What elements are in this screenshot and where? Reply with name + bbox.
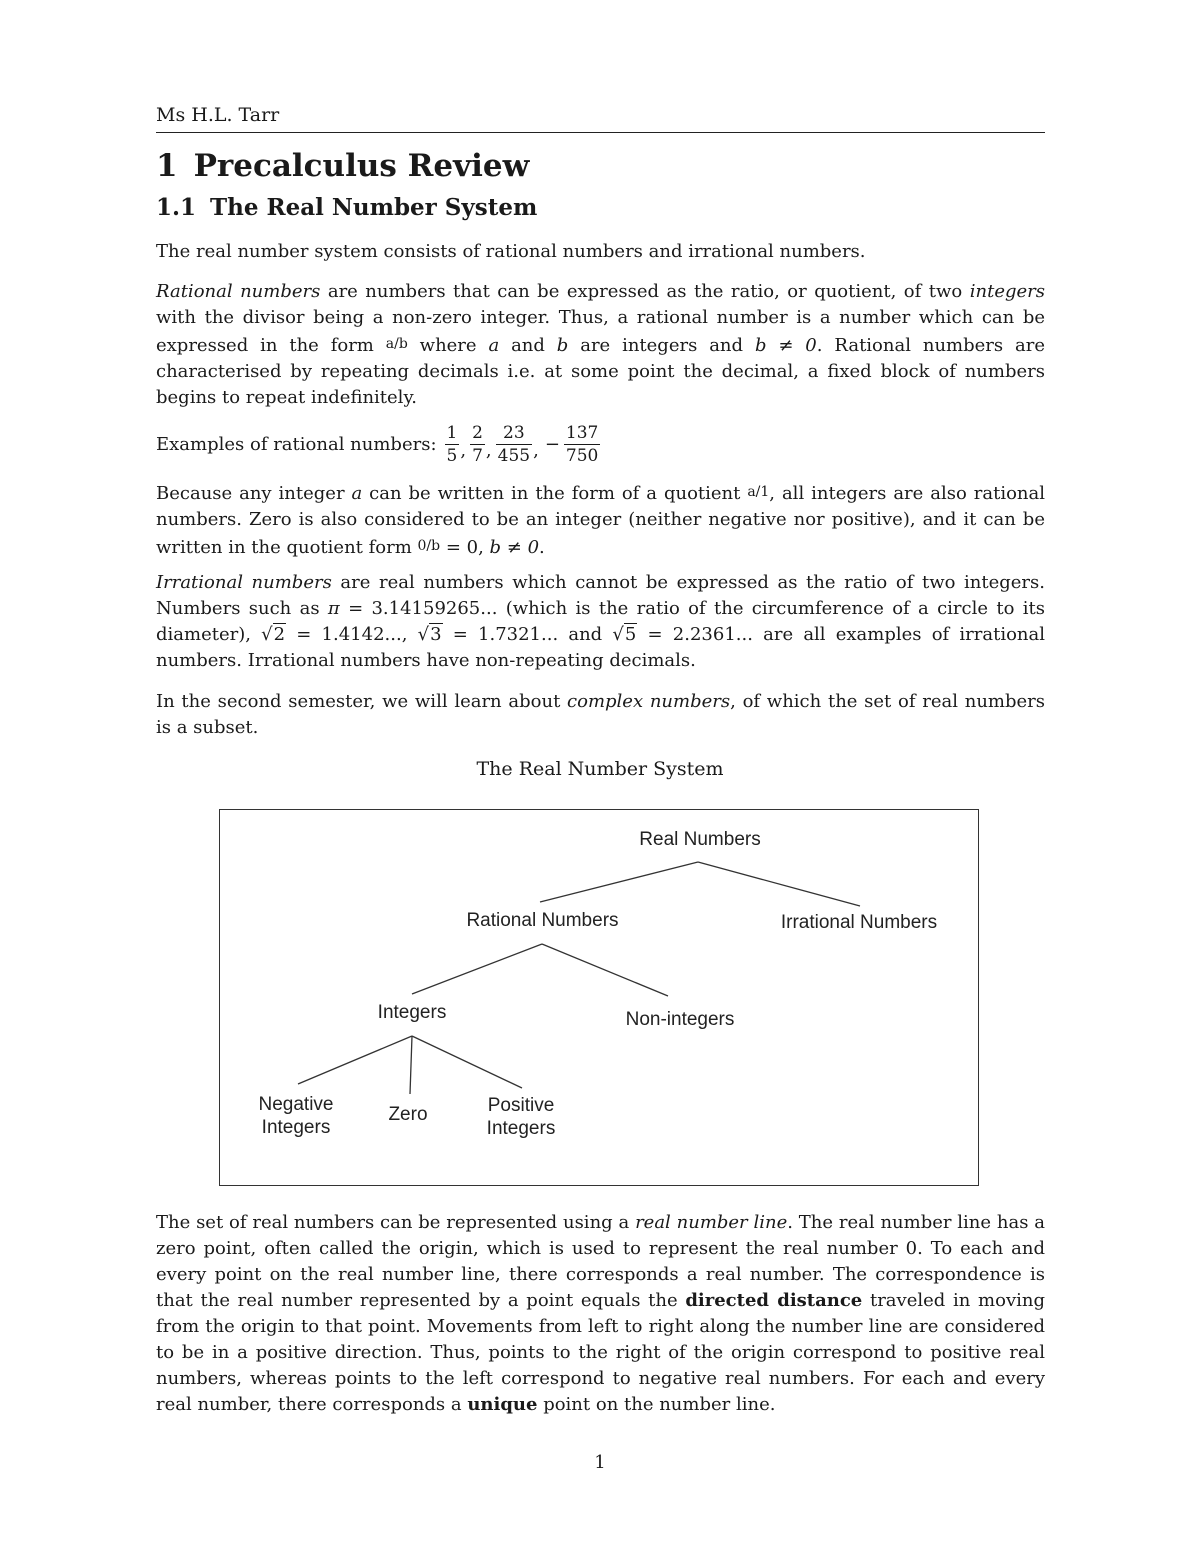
node-label-line: Integers — [261, 1117, 331, 1138]
connector-rational-noninteger — [542, 944, 668, 996]
section-number: 1 — [156, 148, 178, 184]
complex-term: complex numbers — [567, 691, 731, 712]
integer-paragraph — [156, 479, 1045, 561]
text-span: , all integers are also rational numbers. Zero is also considered to be an integer (neither negative nor positive), and it can be written in the quotient form — [156, 483, 1045, 558]
root-symbol: √ — [417, 624, 430, 645]
text-span: and — [499, 335, 557, 356]
numerator: 137 — [565, 422, 599, 443]
denominator: 7 — [472, 445, 483, 466]
page-number: 1 — [594, 1452, 606, 1473]
root-symbol: √ — [612, 624, 624, 645]
node-positive-integers — [468, 1094, 574, 1140]
pi-symbol: π — [327, 598, 340, 619]
math-variable: a — [351, 483, 363, 504]
numerator: 2 — [472, 422, 483, 443]
minus-sign: − — [544, 433, 560, 455]
separator: , — [485, 439, 492, 461]
text-span: , of which the set of real numbers is a subset. — [156, 691, 1045, 738]
subsection-number: 1.1 — [156, 194, 197, 221]
math-condition: b ≠ 0 — [489, 537, 540, 558]
separator: , — [460, 439, 467, 461]
page-header — [156, 104, 1045, 133]
text-span: point on the number line. — [537, 1394, 776, 1415]
examples-label: Examples of rational numbers: — [156, 433, 437, 455]
rational-paragraph — [156, 279, 1045, 411]
node-rational-numbers: Rational Numbers — [466, 910, 619, 931]
text-span: . Rational numbers are characterised by repeating decimals i.e. at some point the decimal, a fixed block of numbers begins to repeat indefinitely. — [156, 335, 1045, 408]
fraction — [564, 422, 600, 467]
node-label-line: Negative — [258, 1094, 334, 1115]
denominator: 750 — [565, 445, 599, 466]
irrational-paragraph — [156, 570, 1045, 674]
section-title: Precalculus Review — [193, 148, 530, 184]
text-span: . — [539, 537, 545, 558]
denominator: 5 — [446, 445, 458, 466]
text-span: are integers and — [568, 335, 755, 356]
square-root — [261, 623, 286, 645]
fraction — [496, 422, 532, 467]
fraction — [445, 422, 460, 467]
text-span: can be written in the form of a quotient — [362, 483, 748, 504]
text-span: = 2.2361... are all examples of irrational numbers. Irrational numbers have non-repeating decimals. — [156, 624, 1046, 671]
square-root — [418, 623, 443, 645]
text-span: are numbers that can be expressed as the ratio, or quotient, of two — [320, 281, 970, 302]
header-author: Ms H.L. Tarr — [156, 104, 280, 126]
subsection-heading — [156, 194, 537, 221]
square-root — [612, 623, 637, 645]
rational-term: Rational numbers — [156, 281, 321, 302]
diagram-title: The Real Number System — [476, 758, 724, 780]
unique-term: unique — [467, 1394, 538, 1415]
radicand: 5 — [624, 624, 637, 645]
real-number-tree-diagram — [219, 809, 979, 1186]
text-span: are real numbers which cannot be expressed as the ratio of two integers. Numbers such as — [156, 572, 1045, 619]
separator: , — [533, 439, 539, 461]
inline-fraction: 0/b — [417, 538, 441, 554]
text-span: = 1.4142..., — [286, 624, 418, 645]
math-condition: b ≠ 0 — [754, 335, 817, 356]
denominator: 455 — [497, 445, 531, 466]
text-span: = 1.7321... and — [442, 624, 613, 645]
intro-paragraph: The real number system consists of rational numbers and irrational numbers. — [156, 241, 866, 262]
irrational-term: Irrational numbers — [156, 572, 332, 593]
section-heading — [156, 148, 529, 184]
text-span: . The real number line has a zero point, often called the origin, which is used to represent the real number 0. To each and every point on the real number line, there corresponds a real number. The correspondence is that the real number represented by a point equals the — [156, 1212, 1045, 1311]
text-span: where — [407, 335, 489, 356]
number-line-paragraph — [156, 1210, 1045, 1418]
node-irrational-numbers: Irrational Numbers — [780, 912, 938, 933]
root-symbol: √ — [261, 624, 273, 645]
math-variable: b — [556, 335, 569, 356]
directed-distance-term: directed distance — [685, 1290, 863, 1311]
complex-paragraph — [156, 689, 1045, 741]
radicand: 3 — [430, 624, 442, 645]
node-negative-integers — [242, 1093, 350, 1139]
node-real-numbers: Real Numbers — [639, 829, 761, 850]
radicand: 2 — [273, 624, 286, 645]
numerator: 1 — [446, 422, 458, 443]
text-span: = 0, — [440, 537, 490, 558]
numerator: 23 — [503, 422, 525, 443]
connector-rational-integers — [412, 944, 542, 994]
text-span: traveled in moving from the origin to that point. Movements from left to right along the number line are considered to be in a positive direction. Thus, points to the right of the origin correspond to positive real numbers, whereas points to the left correspond to negative real numbers. For each and every real number, there corresponds a — [156, 1290, 1045, 1415]
text-span: with the divisor being a non-zero integer. Thus, a rational number is a number which can be expressed in the form — [156, 307, 1045, 356]
inline-fraction: a/b — [385, 336, 408, 352]
integers-term: integers — [969, 281, 1045, 302]
node-label-line: Integers — [486, 1118, 556, 1139]
fraction — [470, 422, 485, 467]
connector-real-rational — [540, 862, 698, 902]
node-non-integers: Non-integers — [625, 1009, 735, 1030]
node-integers: Integers — [377, 1002, 447, 1023]
number-line-term: real number line — [635, 1212, 788, 1233]
examples-line — [156, 416, 600, 472]
subsection-title: The Real Number System — [210, 194, 538, 221]
inline-fraction: a/1 — [747, 484, 770, 500]
text-span: = 3.14159265... (which is the ratio of the circumference of a circle to its diameter), — [156, 598, 1045, 645]
node-zero: Zero — [388, 1104, 428, 1125]
connector-integers-positive — [412, 1036, 522, 1088]
text-span: The set of real numbers can be represented using a — [156, 1212, 636, 1233]
connector-integers-negative — [298, 1036, 412, 1084]
text-span: Because any integer — [156, 483, 352, 504]
text-span: In the second semester, we will learn about — [156, 691, 568, 712]
examples-fractions — [445, 422, 601, 467]
connector-real-irrational — [698, 862, 860, 906]
node-label-line: Positive — [487, 1095, 555, 1116]
math-variable: a — [488, 335, 500, 356]
connector-integers-zero — [410, 1036, 412, 1094]
